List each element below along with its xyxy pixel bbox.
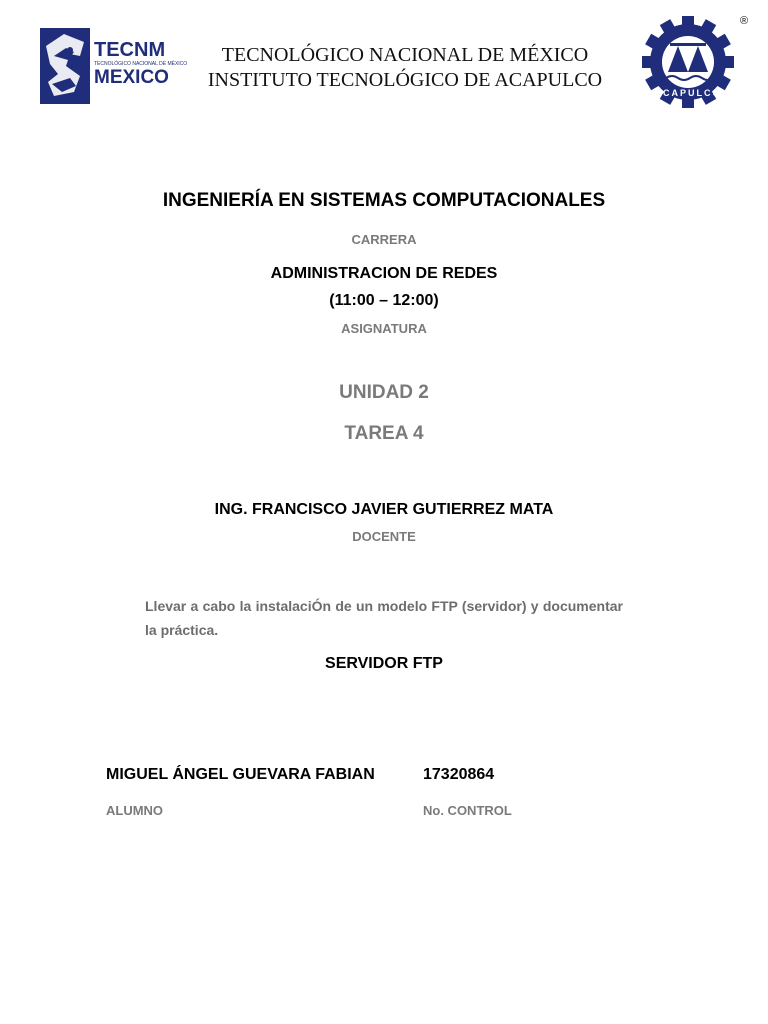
tecnm-logo — [40, 26, 188, 106]
teacher-label: DOCENTE — [352, 529, 416, 544]
control-number: 17320864 — [423, 766, 495, 783]
student-name: MIGUEL ÁNGEL GUEVARA FABIAN — [106, 766, 375, 783]
svg-text:TECNOLÓGICO NACIONAL DE MÉXICO: TECNOLÓGICO NACIONAL DE MÉXICO — [94, 61, 188, 67]
acapulco-gear-logo — [640, 10, 752, 110]
assignment-description: Llevar a cabo la instalaciÓn de un modelo FTP (servidor) y documentar la práctica. — [145, 598, 623, 638]
registered-mark: ® — [740, 15, 749, 27]
task-title: TAREA 4 — [344, 423, 424, 444]
subject-label: ASIGNATURA — [341, 321, 427, 336]
subject-schedule: (11:00 – 12:00) — [329, 292, 439, 309]
career-name: INGENIERÍA EN SISTEMAS COMPUTACIONALES — [162, 190, 606, 211]
institute-title: INSTITUTO TECNOLÓGICO DE ACAPULCO — [207, 69, 603, 91]
unit-title: UNIDAD 2 — [339, 382, 429, 403]
teacher-name: ING. FRANCISCO JAVIER GUTIERREZ MATA — [214, 501, 554, 518]
topic-title: SERVIDOR FTP — [325, 655, 443, 672]
svg-text:TECNM: TECNM — [94, 39, 166, 61]
career-label: CARRERA — [351, 232, 417, 247]
institution-title: TECNOLÓGICO NACIONAL DE MÉXICO — [221, 44, 589, 66]
student-label: ALUMNO — [106, 803, 164, 818]
subject-name: ADMINISTRACION DE REDES — [270, 265, 498, 282]
svg-text:MEXICO: MEXICO — [94, 67, 169, 88]
svg-text:ACAPULCO: ACAPULCO — [654, 88, 722, 98]
control-number-label: No. CONTROL — [423, 803, 512, 818]
